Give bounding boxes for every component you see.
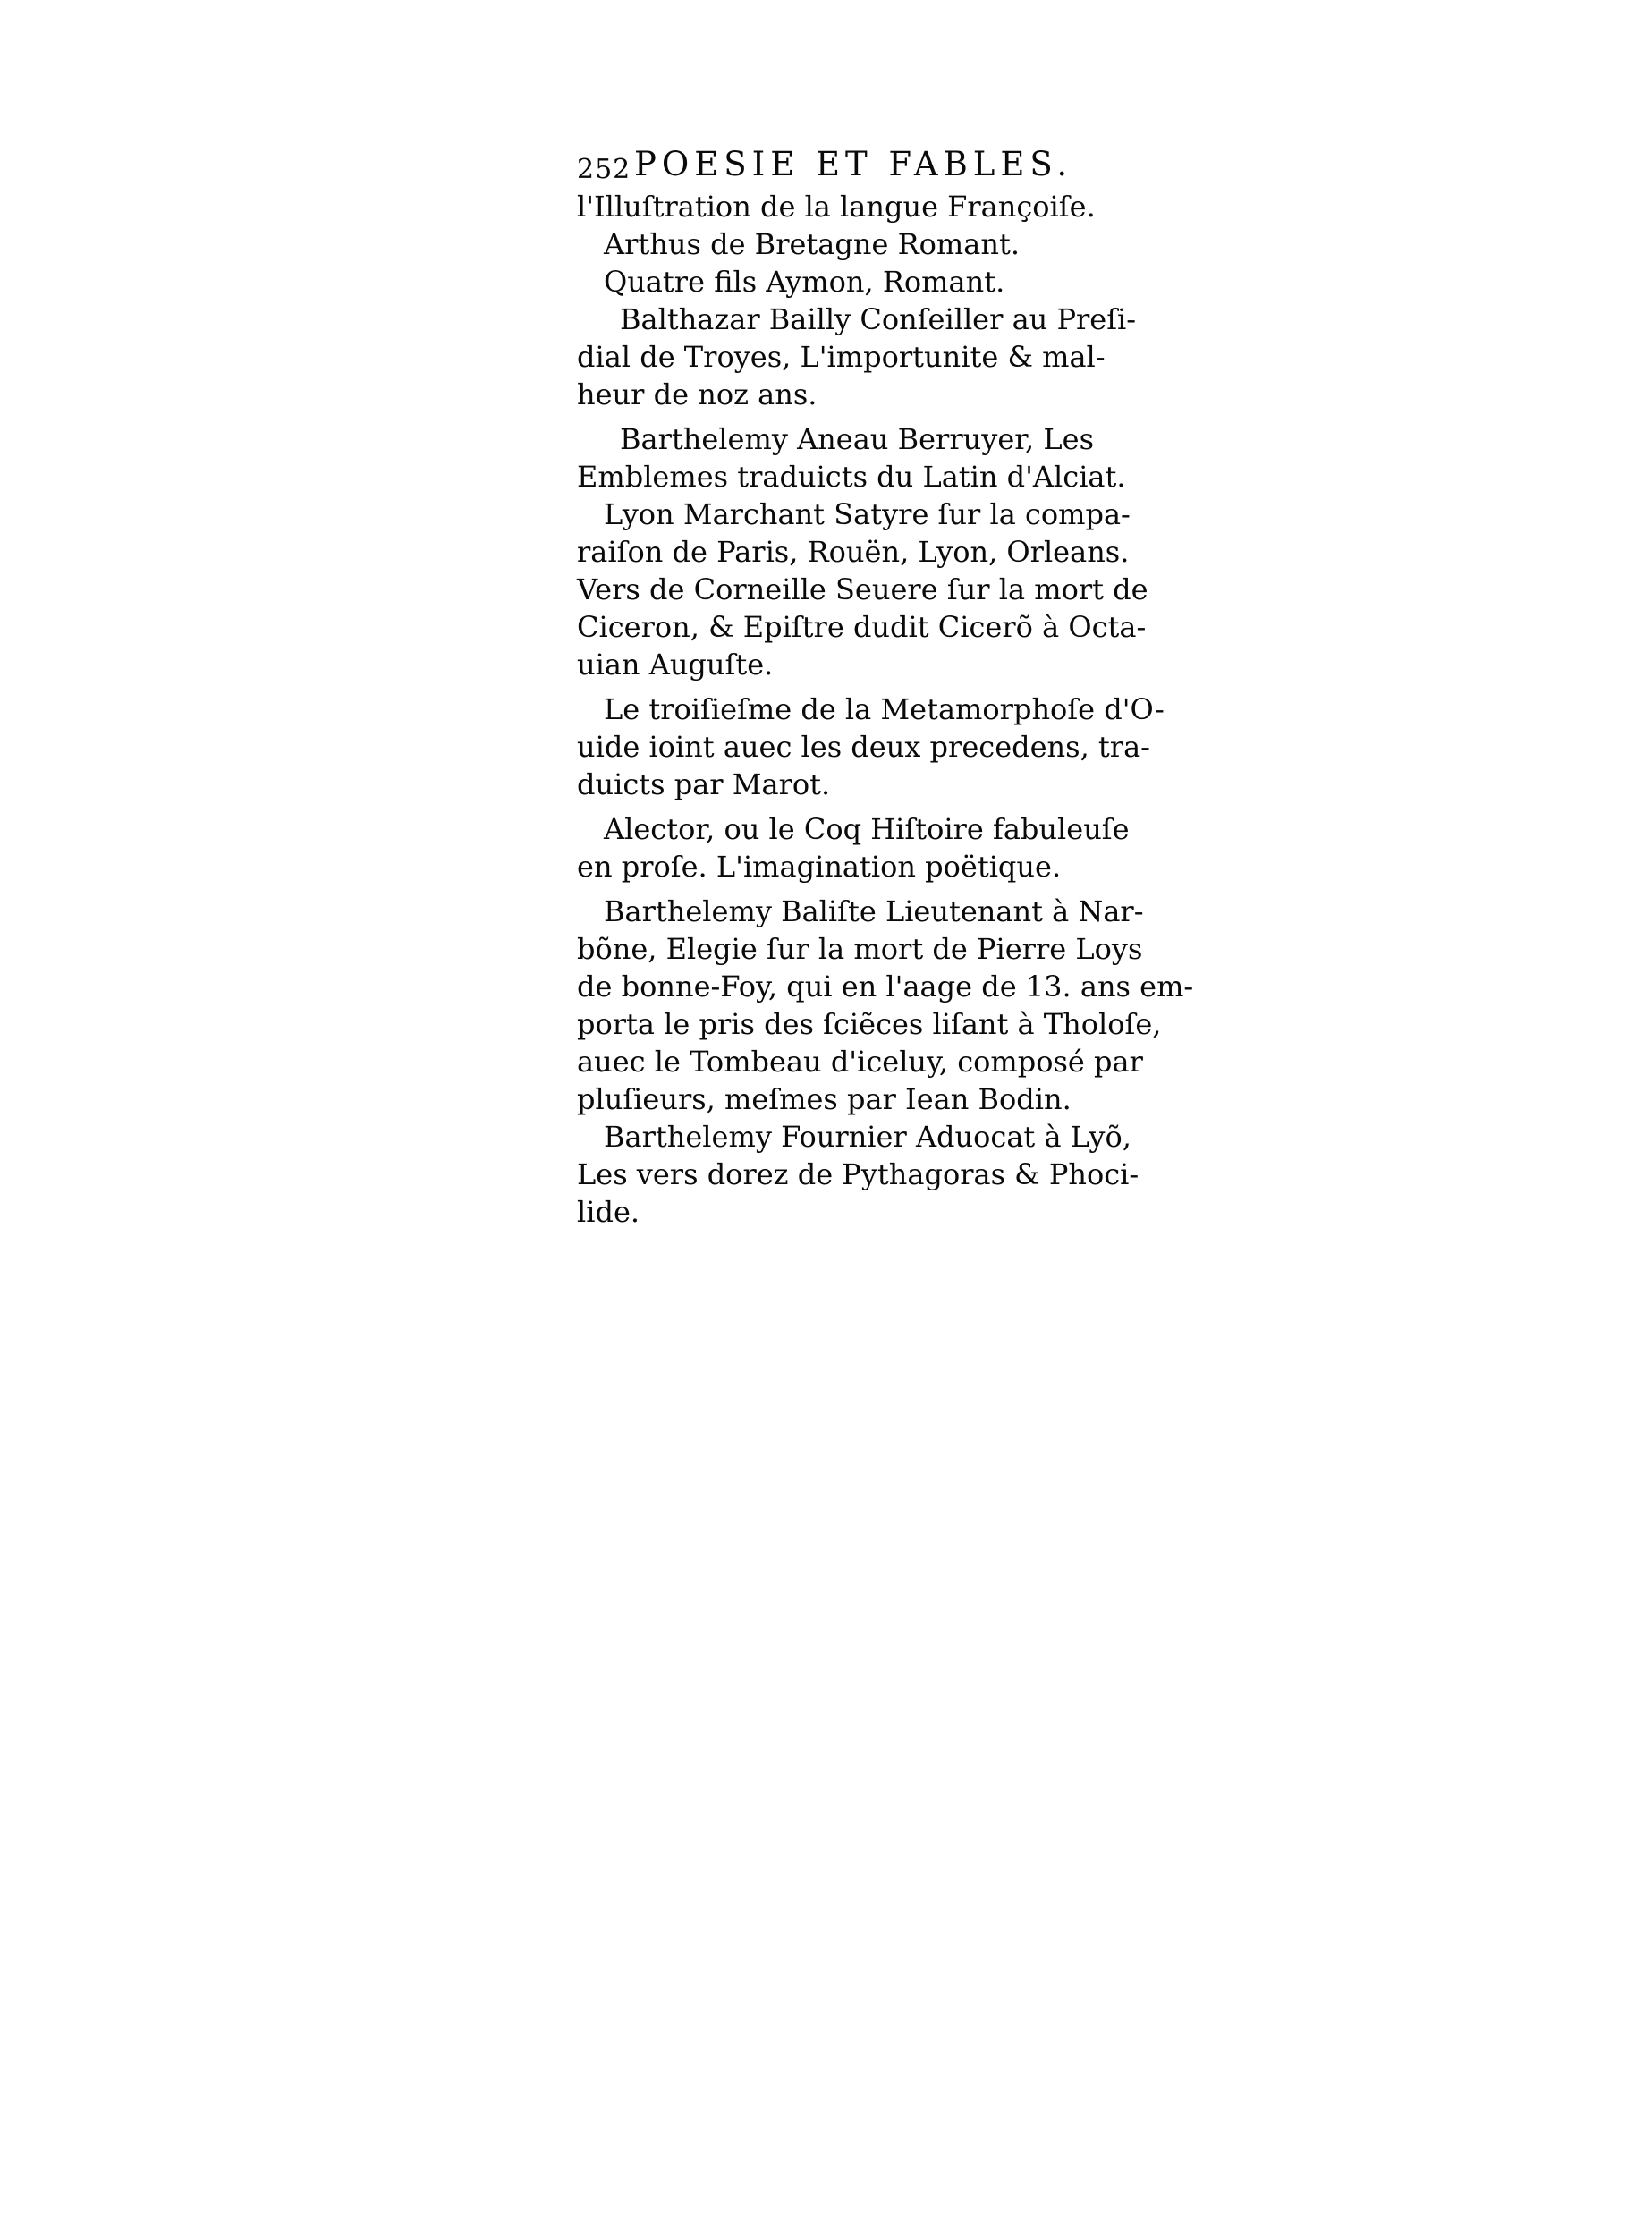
text-line: Barthelemy Fournier Aduocat à Lyõ, xyxy=(604,1120,1131,1154)
text-line: Le troiſieſme de la Metamorphoſe d'O- xyxy=(604,692,1165,726)
text-line: de bonne-Foy, qui en l'aage de 13. ans em- xyxy=(577,970,1194,1004)
text-line: Emblemes traduicts du Latin d'Alciat. xyxy=(577,460,1126,494)
text-line: lide. xyxy=(577,1195,640,1229)
text-line: l'Illuſtration de la langue Françoiſe. xyxy=(577,190,1096,224)
page-number: 252 xyxy=(577,154,631,185)
text-line: porta le pris des ſciẽces liſant à Tholoſe, xyxy=(577,1007,1162,1041)
text-line: Arthus de Bretagne Romant. xyxy=(604,227,1020,261)
text-line: en proſe. L'imagination poëtique. xyxy=(577,850,1062,884)
text-line: Barthelemy Baliſte Lieutenant à Nar- xyxy=(604,894,1144,928)
text-line: Quatre fils Aymon, Romant. xyxy=(604,265,1005,299)
text-line: auec le Tombeau d'iceluy, composé par xyxy=(577,1045,1143,1079)
text-line: Ciceron, & Epiſtre dudit Cicerõ à Octa- xyxy=(577,610,1147,644)
text-lines xyxy=(577,188,1194,1231)
text-line: Alector, ou le Coq Hiſtoire fabuleuſe xyxy=(604,812,1130,846)
text-line: Les vers dorez de Pythagoras & Phoci- xyxy=(577,1157,1139,1191)
text-line: dial de Troyes, L'importunite & mal- xyxy=(577,340,1106,374)
text-line: pluſieurs, meſmes par Iean Bodin. xyxy=(577,1082,1072,1116)
running-head: POESIE ET FABLES. xyxy=(634,145,1073,183)
text-line: bõne, Elegie ſur la mort de Pierre Loys xyxy=(577,932,1143,966)
text-block xyxy=(577,141,1194,1231)
text-line: Balthazar Bailly Conſeiller au Preſi- xyxy=(620,302,1137,336)
text-line: Vers de Corneille Seuere ſur la mort de xyxy=(577,572,1148,606)
text-line: duicts par Marot. xyxy=(577,767,831,801)
text-line: Lyon Marchant Satyre ſur la compa- xyxy=(604,497,1131,531)
page-header xyxy=(577,141,1131,186)
text-line: heur de noz ans. xyxy=(577,377,818,411)
text-line: uide ioint auec les deux precedens, tra- xyxy=(577,730,1150,764)
text-line: uian Auguſte. xyxy=(577,648,774,682)
text-line: Barthelemy Aneau Berruyer, Les xyxy=(620,422,1094,456)
text-line: raiſon de Paris, Rouën, Lyon, Orleans. xyxy=(577,535,1130,569)
